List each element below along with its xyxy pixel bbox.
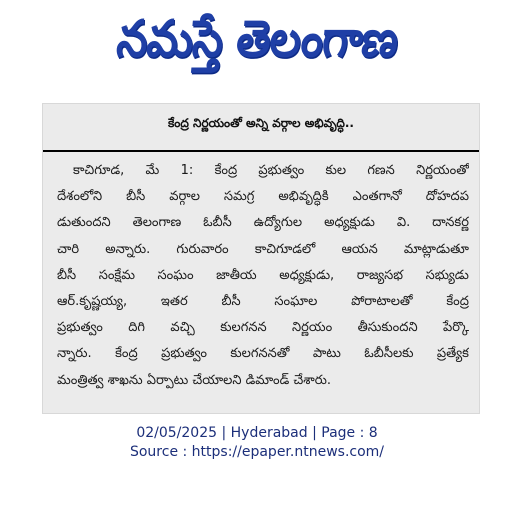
article-line: కాచిగూడ, మే 1: కేంద్ర ప్రభుత్వం కుల గణన నిర్ణయంతో (73, 163, 469, 178)
article-headline: కేంద్ర నిర్ణయంతో అన్ని వర్గాల అభివృద్ధి.. (168, 116, 354, 130)
article-line: ప్రభుత్వం దిగి వచ్చి కులగనన నిర్ణయం తీసుకుందని పేర్కొ (57, 320, 469, 336)
article-line: చారి అన్నారు. గురువారం కాచిగూడలో ఆయన మాట్లాడుతూ (57, 241, 469, 257)
article-line: న్నారు. కేంద్ర ప్రభుత్వం కులగననతో పాటు ఓబీసీలకు ప్రత్యేక (57, 346, 469, 362)
article-line: దేశంలోని బీసీ వర్గాల సమగ్ర అభివృద్ధికి ఎంతగానో దోహదప (57, 189, 469, 205)
masthead (0, 0, 514, 80)
article-line: డుతుందని తెలంగాణ ఓబీసీ ఉద్యోగుల అధ్యక్షుడు వి. దానకర్ణ (57, 215, 469, 231)
footer-source: Source : https://epaper.ntnews.com/ (129, 444, 385, 460)
footer-date-info: 02/05/2025 | Hyderabad | Page : 8 (136, 425, 378, 441)
article-line: బీసీ సంక్షేమ సంఘం జాతీయ అధ్యక్షుడు, రాజ్యసభ సభ్యుడు (57, 267, 469, 283)
article-clipping (42, 103, 480, 414)
article-body (57, 158, 469, 394)
article-line: మంత్రిత్వ శాఖను ఏర్పాటు చేయాలని డిమాండ్ చేశారు. (57, 372, 332, 388)
masthead-title: నమస్తే తెలంగాణ (114, 10, 400, 69)
article-line: ఆర్.కృష్ణయ్య, ఇతర బీసీ సంఘాల పోరాటాలతో కేంద్ర (57, 293, 469, 309)
headline-rule (43, 150, 479, 152)
